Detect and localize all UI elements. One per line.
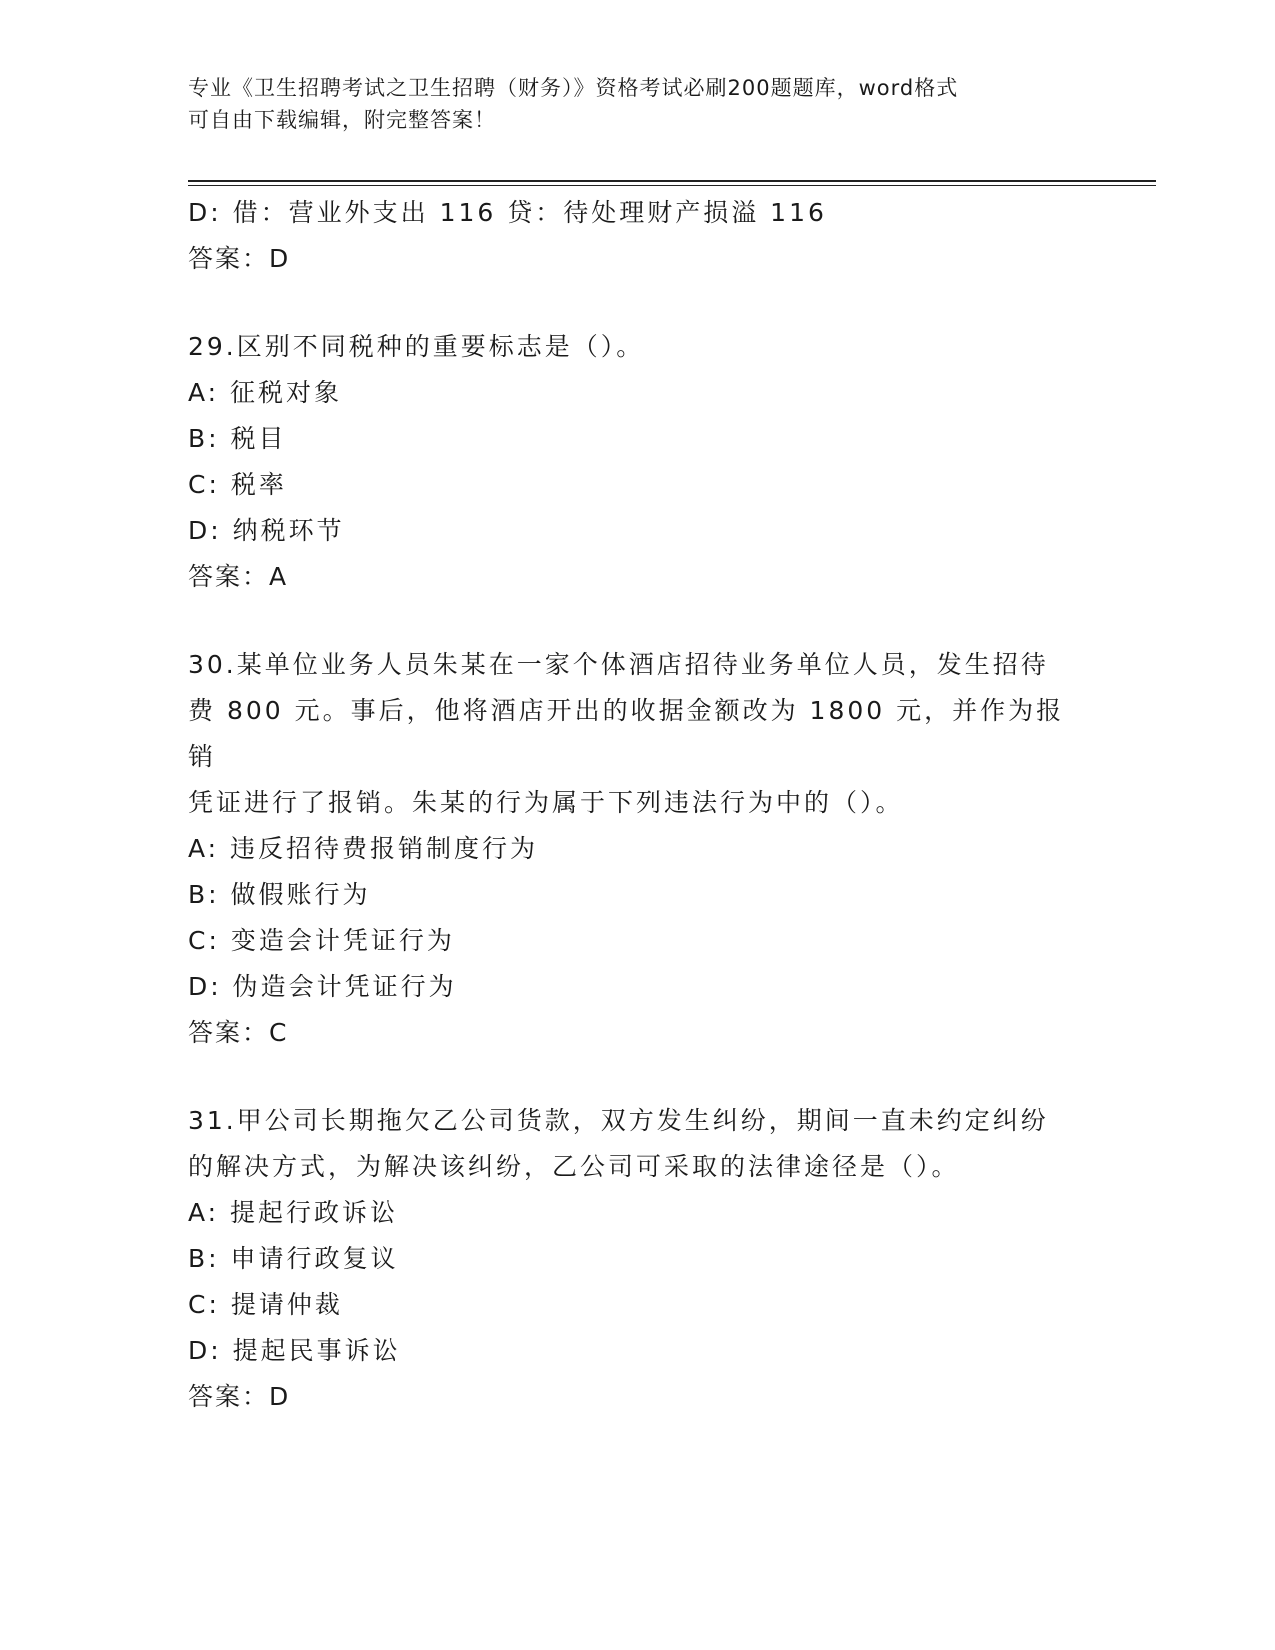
option-a: A: 征税对象 [188,378,343,407]
option-c: C: 变造会计凭证行为 [188,926,455,955]
spacer [188,1056,1088,1098]
spacer [188,282,1088,324]
header-divider-thin [188,185,1156,186]
header-divider-thick [188,180,1156,182]
question-stem-line: 的解决方式，为解决该纠纷，乙公司可采取的法律途径是（）。 [188,1152,960,1181]
question-30 [188,642,1088,1056]
option-b: B: 申请行政复议 [188,1244,399,1273]
option-d: D: 伪造会计凭证行为 [188,972,457,1001]
document-header [188,72,1068,136]
option-a: A: 提起行政诉讼 [188,1198,399,1227]
question-stem-line: 凭证进行了报销。朱某的行为属于下列违法行为中的（）。 [188,788,904,817]
header-line-1: 专业《卫生招聘考试之卫生招聘（财务）》资格考试必刷200题题库，word格式 [188,76,959,100]
spacer [188,600,1088,642]
option-c: C: 提请仲裁 [188,1290,343,1319]
answer-label: 答案：C [188,1018,289,1047]
answer-label: 答案：D [188,1382,291,1411]
question-stem-line: 29.区别不同税种的重要标志是（）。 [188,332,645,361]
option-b: B: 税目 [188,424,287,453]
option-d: D: 提起民事诉讼 [188,1336,401,1365]
question-content [188,190,1088,1420]
header-line-2: 可自由下载编辑，附完整答案！ [188,108,496,132]
question-29 [188,324,1088,600]
answer-label: 答案：A [188,562,289,591]
previous-question-tail [188,190,1088,282]
option-c: C: 税率 [188,470,287,499]
option-a: A: 违反招待费报销制度行为 [188,834,539,863]
question-stem-line: 30.某单位业务人员朱某在一家个体酒店招待业务单位人员，发生招待 [188,650,1049,679]
option-d: D: 纳税环节 [188,516,345,545]
option-b: B: 做假账行为 [188,880,371,909]
option-d: D: 借：营业外支出 116 贷：待处理财产损溢 116 [188,198,827,227]
question-stem-line: 费 800 元。事后，他将酒店开出的收据金额改为 1800 元，并作为报销 [188,696,1065,771]
question-31 [188,1098,1088,1420]
answer-label: 答案：D [188,244,291,273]
question-stem-line: 31.甲公司长期拖欠乙公司货款，双方发生纠纷，期间一直未约定纠纷 [188,1106,1049,1135]
